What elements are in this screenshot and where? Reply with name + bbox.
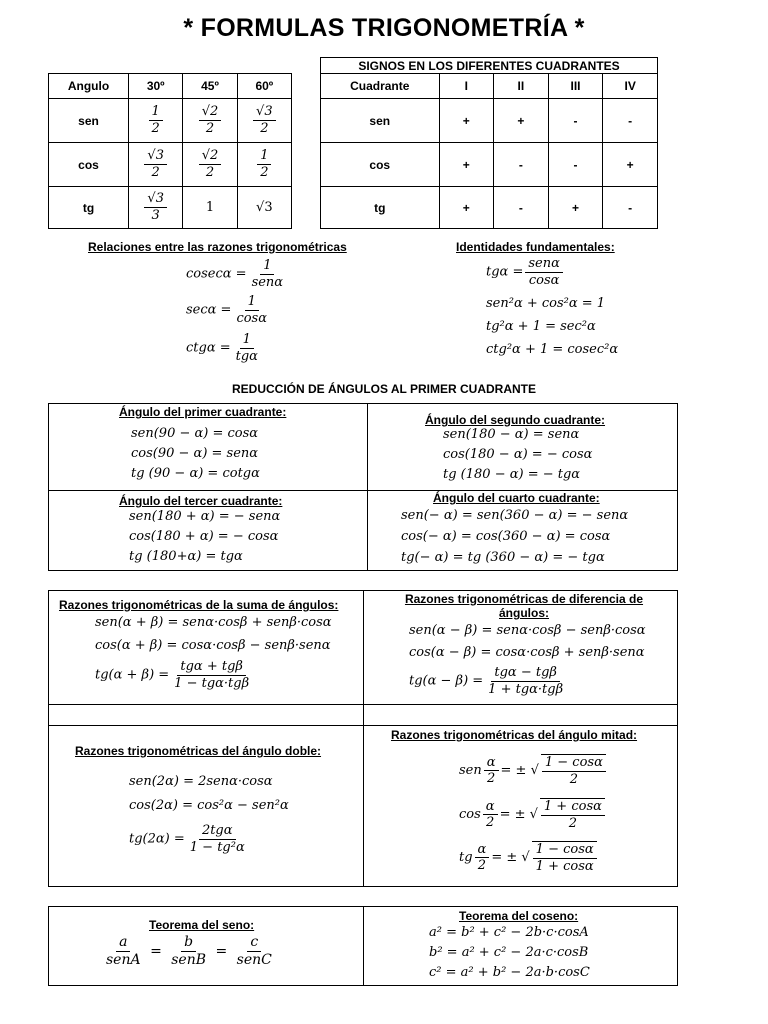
sign-cell: - — [603, 99, 658, 143]
half-line: sen $\frac{\alpha}{2}$ = ± √ $\frac{1 - \cos\alpha}{2}$ — [459, 754, 608, 787]
q3-line: tg (180+α) = tgα — [129, 549, 243, 564]
angles-table — [48, 73, 292, 229]
q3-line: sen(180 + α) = − senα — [129, 509, 281, 524]
sum-line: tg(α + β) = $\frac{\text{tgα + tgβ}}{\text{1 − tgα·tgβ}}$ — [95, 659, 250, 691]
formulas-box — [48, 590, 678, 887]
formula-cosec: cosecα = $\frac{1}{\text{senα}}$ — [186, 258, 284, 290]
cosines-line: c² = a² + b² − 2a·b·cosC — [429, 965, 590, 980]
sign-cell: - — [494, 143, 549, 187]
formula-pythagorean: sen²α + cos²α = 1 — [486, 296, 606, 311]
diff-line: sen(α − β) = senα·cosβ − senβ·cosα — [409, 623, 646, 638]
row-label: sen — [49, 99, 129, 143]
q4-line: sen(− α) = sen(360 − α) = − senα — [401, 508, 629, 523]
signs-header: IV — [603, 74, 658, 99]
q4-line: cos(− α) = cos(360 − α) = cosα — [401, 529, 611, 544]
sign-cell: - — [548, 99, 603, 143]
signs-header: I — [439, 74, 494, 99]
sum-line: sen(α + β) = senα·cosβ + senβ·cosα — [95, 615, 332, 630]
double-line: sen(2α) = 2senα·cosα — [129, 774, 273, 789]
q2-line: sen(180 − α) = senα — [443, 427, 580, 442]
sign-cell: + — [439, 187, 494, 229]
double-title: Razones trigonométricas del ángulo doble: — [75, 744, 322, 758]
row-label: cos — [49, 143, 129, 187]
row-label: tg — [321, 187, 440, 229]
angles-header: 30º — [129, 74, 183, 99]
q1-title: Ángulo del primer cuadrante: — [119, 405, 287, 419]
row-label: sen — [321, 99, 440, 143]
q4-title: Ángulo del cuarto cuadrante: — [433, 491, 600, 505]
signs-table — [320, 73, 658, 229]
diff-line: tg(α − β) = $\frac{\text{tgα − tgβ}}{\text{1 + tgα·tgβ}}$ — [409, 665, 564, 697]
sign-cell: - — [603, 187, 658, 229]
sign-cell: - — [548, 143, 603, 187]
q1-line: cos(90 − α) = senα — [131, 446, 259, 461]
q4-line: tg(− α) = tg (360 − α) = − tgα — [401, 550, 605, 565]
angles-header: 45º — [183, 74, 237, 99]
value-cell: $\frac{√2}{2}$ — [183, 143, 237, 187]
reduction-box — [48, 403, 678, 571]
q1-line: sen(90 − α) = cosα — [131, 426, 259, 441]
signs-header: Cuadrante — [321, 74, 440, 99]
sign-cell: + — [439, 99, 494, 143]
signs-header: III — [548, 74, 603, 99]
sines-title: Teorema del seno: — [149, 918, 255, 932]
formula-tg: tgα = $\frac{\text{senα}}{\cos\alpha}$ — [486, 256, 565, 288]
value-cell: √3 — [237, 187, 291, 229]
row-label: tg — [49, 187, 129, 229]
half-title: Razones trigonométricas del ángulo mitad: — [391, 728, 638, 742]
sign-cell: - — [494, 187, 549, 229]
identities-title: Identidades fundamentales: — [456, 240, 615, 254]
sign-cell: + — [494, 99, 549, 143]
q2-line: tg (180 − α) = − tgα — [443, 467, 581, 482]
signs-title: SIGNOS EN LOS DIFERENTES CUADRANTES — [320, 57, 658, 74]
half-line: cos $\frac{\alpha}{2}$ = ± √ $\frac{1 + \cos\alpha}{2}$ — [459, 798, 607, 831]
diff-line: cos(α − β) = cosα·cosβ + senβ·senα — [409, 645, 645, 660]
q2-title: Ángulo del segundo cuadrante: — [425, 413, 606, 427]
formula-ctg: ctgα = $\frac{1}{\text{tgα}}$ — [186, 332, 258, 364]
angles-header: Angulo — [49, 74, 129, 99]
theorems-box — [48, 906, 678, 986]
angles-header: 60º — [237, 74, 291, 99]
value-cell: $\frac{√2}{2}$ — [183, 99, 237, 143]
half-line: tg $\frac{\alpha}{2}$ = ± √ $\frac{1 - \cos\alpha}{1 + \cos\alpha}$ — [459, 841, 599, 874]
formula-sec: secα = $\frac{1}{\cos\alpha}$ — [186, 294, 268, 326]
sum-line: cos(α + β) = cosα·cosβ − senβ·senα — [95, 638, 331, 653]
sum-title: Razones trigonométricas de la suma de ángulos: — [59, 598, 339, 612]
q3-title: Ángulo del tercer cuadrante: — [119, 494, 283, 508]
formula-tg-sec: tg²α + 1 = sec²α — [486, 319, 596, 334]
page-title: * FORMULAS TRIGONOMETRÍA * — [183, 14, 585, 42]
q1-line: tg (90 − α) = cotgα — [131, 466, 260, 481]
row-label: cos — [321, 143, 440, 187]
cosines-line: a² = b² + c² − 2b·c·cosA — [429, 925, 589, 940]
reduction-title: REDUCCIÓN DE ÁNGULOS AL PRIMER CUADRANTE — [231, 382, 536, 396]
sines-law: $\frac{a}{\text{senA}}$ = $\frac{b}{\text{senB}}$ = $\frac{c}{\text{senC}}$ — [106, 934, 272, 968]
q2-line: cos(180 − α) = − cosα — [443, 447, 593, 462]
diff-title: Razones trigonométricas de diferencia de ángulos: — [404, 592, 644, 620]
cosines-line: b² = a² + c² − 2a·c·cosB — [429, 945, 589, 960]
value-cell: $\frac{1}{2}$ — [129, 99, 183, 143]
value-cell: $\frac{1}{2}$ — [237, 143, 291, 187]
sign-cell: + — [548, 187, 603, 229]
q3-line: cos(180 + α) = − cosα — [129, 529, 279, 544]
signs-header: II — [494, 74, 549, 99]
cosines-title: Teorema del coseno: — [459, 909, 579, 923]
relations-title: Relaciones entre las razones trigonométricas — [88, 240, 347, 254]
double-line: cos(2α) = cos²α − sen²α — [129, 798, 289, 813]
value-cell: $\frac{√3}{2}$ — [237, 99, 291, 143]
double-line: tg(2α) = $\frac{\text{2tgα}}{\text{1 − tg²α}}$ — [129, 823, 245, 855]
value-cell: $\frac{√3}{3}$ — [129, 187, 183, 229]
sign-cell: + — [439, 143, 494, 187]
sign-cell: + — [603, 143, 658, 187]
value-cell: $\frac{√3}{2}$ — [129, 143, 183, 187]
formula-ctg-cosec: ctg²α + 1 = cosec²α — [486, 342, 619, 357]
value-cell: 1 — [183, 187, 237, 229]
